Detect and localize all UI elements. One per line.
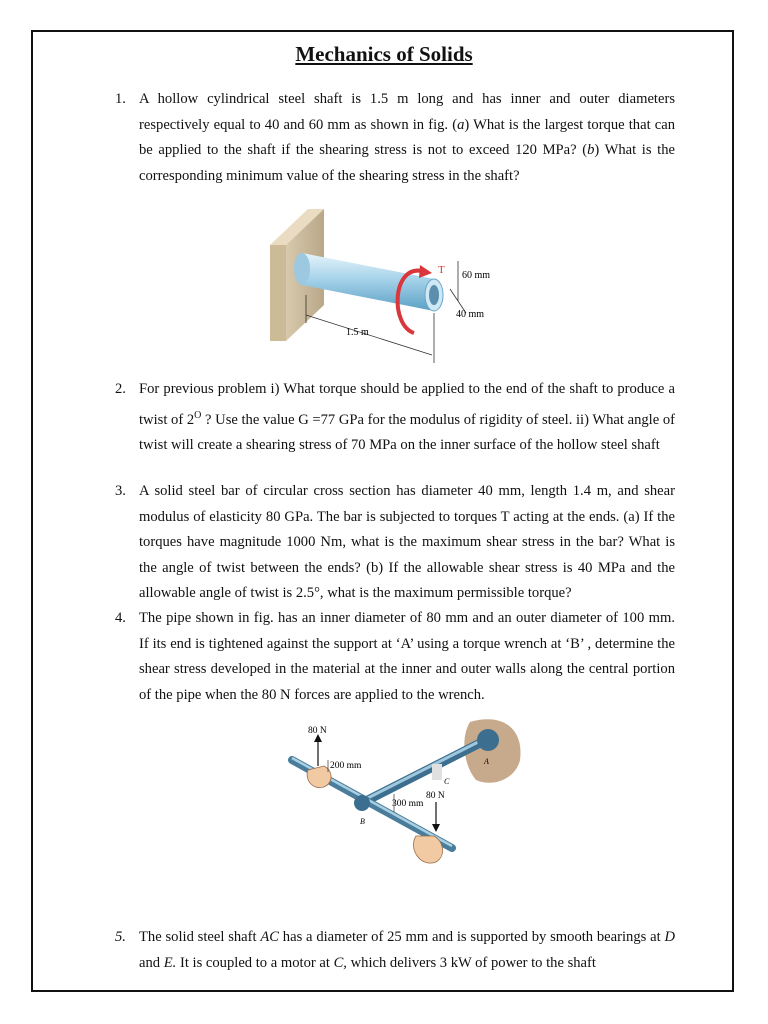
force-label-bottom: 80 N [426,791,445,801]
question-number: 3. [115,483,126,499]
torque-label: T [438,264,445,276]
force-label-top: 80 N [308,726,327,736]
question-number: 5. [115,929,126,945]
question-4: 4. The pipe shown in fig. has an inner diameter of 80 mm and an outer diameter of 100 mm. If its end is tightened against the support at ‘A’ using a torque wrench at ‘B’ , determine the shear stress developed in the material at the inner and outer walls along the central portion of the pipe when the 80 N forces are applied to the wrench. [139,606,675,708]
question-number: 2. [115,381,126,397]
point-b-label: B [360,817,365,826]
inner-diameter-label: 40 mm [456,309,485,320]
outer-diameter-label: 60 mm [462,270,491,281]
right-hand [413,836,442,863]
question-number: 4. [115,610,126,626]
length-label: 1.5 m [346,327,369,338]
question-1: 1. A hollow cylindrical steel shaft is 1.5 m long and has inner and outer diameters respectively equal to 40 and 60 mm as shown in fig. (a) What is the largest torque that can be applied to the shaft if the shearing stress is not to exceed 120 MPa? (b) What is the corresponding minimum value of the shearing stress in the shaft? [139,87,675,189]
dimension-300: 300 mm [392,799,424,809]
bearing-c [432,764,442,780]
question-5: 5. The solid steel shaft AC has a diameter of 25 mm and is supported by smooth bearings at D and E. It is coupled to a motor at C, which delivers 3 kW of power to the shaft [139,925,675,976]
torque-arrow-head [419,265,432,278]
left-hand [307,766,331,788]
torque-wrench-figure [268,708,544,878]
question-2: 2. For previous problem i) What torque should be applied to the end of the shaft to produce a twist of $2^O$ ? Use the value G =77 GPa for the modulus of rigidity of steel. ii) What angle of twist will create a shearing stress of 70 MPa on the inner surface of the hollow steel shaft [139,377,675,459]
hollow-shaft-figure [262,205,522,365]
dimension-200: 200 mm [330,761,362,771]
page-title: Mechanics of Solids [295,42,473,66]
point-a-label: A [484,757,489,766]
question-number: 1. [115,91,126,107]
point-c-label: C [444,777,450,786]
question-3: 3. A solid steel bar of circular cross section has diameter 40 mm, length 1.4 m, and shear modulus of elasticity 80 GPa. The bar is subjected to torques T acting at the ends. (a) If the torques have magnitude 1000 Nm, what is the maximum shear stress in the bar? What is the angle of twist between the ends? (b) If the allowable shear stress is 40 MPa and the allowable angle of twist is 2.5°, what is the maximum permissible torque? [139,479,675,607]
